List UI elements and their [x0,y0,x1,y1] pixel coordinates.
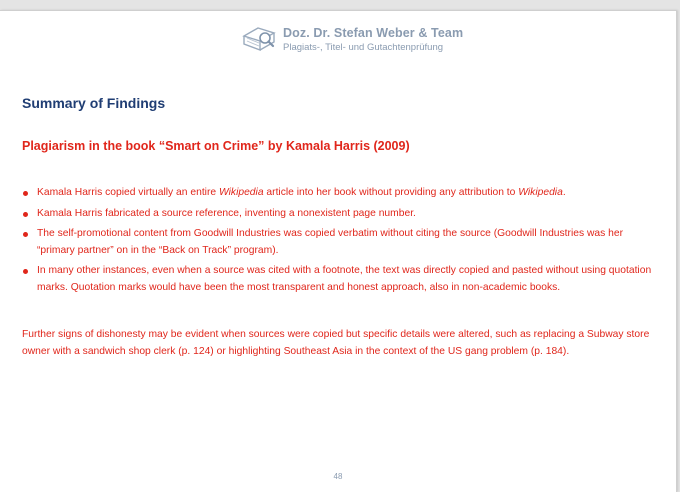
page-number: 48 [333,472,343,481]
bullet-dot [23,232,28,237]
bullet-italic-part: Wikipedia [518,187,563,198]
findings-list [22,185,662,300]
logo-name: Doz. Dr. Stefan Weber & Team [283,26,464,40]
logo-subtitle: Plagiats-, Titel- und Gutachtenprüfung [283,42,444,53]
list-item [22,263,662,296]
bullet-text: Kamala Harris fabricated a source reference, inventing a nonexistent page number. [37,207,416,219]
bullet-dot [23,191,28,196]
document-page [0,10,677,492]
book-magnifier-icon [242,24,276,54]
header-logo [242,23,464,55]
list-item [22,185,662,202]
bullet-text: The self-promotional content from Goodwill Industries was copied verbatim without citing the source (Goodwill Industries was her “primary partner” on in the “Back on Track” program). [37,228,624,256]
bullet-italic-part: Wikipedia [219,187,264,198]
list-item [22,226,662,259]
bullet-dot [23,269,28,274]
bullet-text-part: article into her book without providing any attribution to [263,187,519,198]
bullet-text-part: Kamala Harris copied virtually an entire [37,187,219,198]
list-item [22,206,662,223]
conclusion-paragraph: Further signs of dishonesty may be evident when sources were copied but specific details were altered, such as replacing a Subway store owner with a sandwich shop clerk (p. 124) or highlighting Southeast Asia in the context of the US gang problem (p. 184). [22,329,650,357]
bullet-text-part: . [562,187,566,198]
bullet-text: In many other instances, even when a source was cited with a footnote, the text was directly copied and pasted without using quotation marks. Quotation marks would have been the most transparent and honest approach, also in non-academic books. [37,265,652,293]
bullet-dot [23,212,28,217]
book-heading: Plagiarism in the book “Smart on Crime” by Kamala Harris (2009) [22,139,410,153]
summary-heading: Summary of Findings [22,95,166,111]
